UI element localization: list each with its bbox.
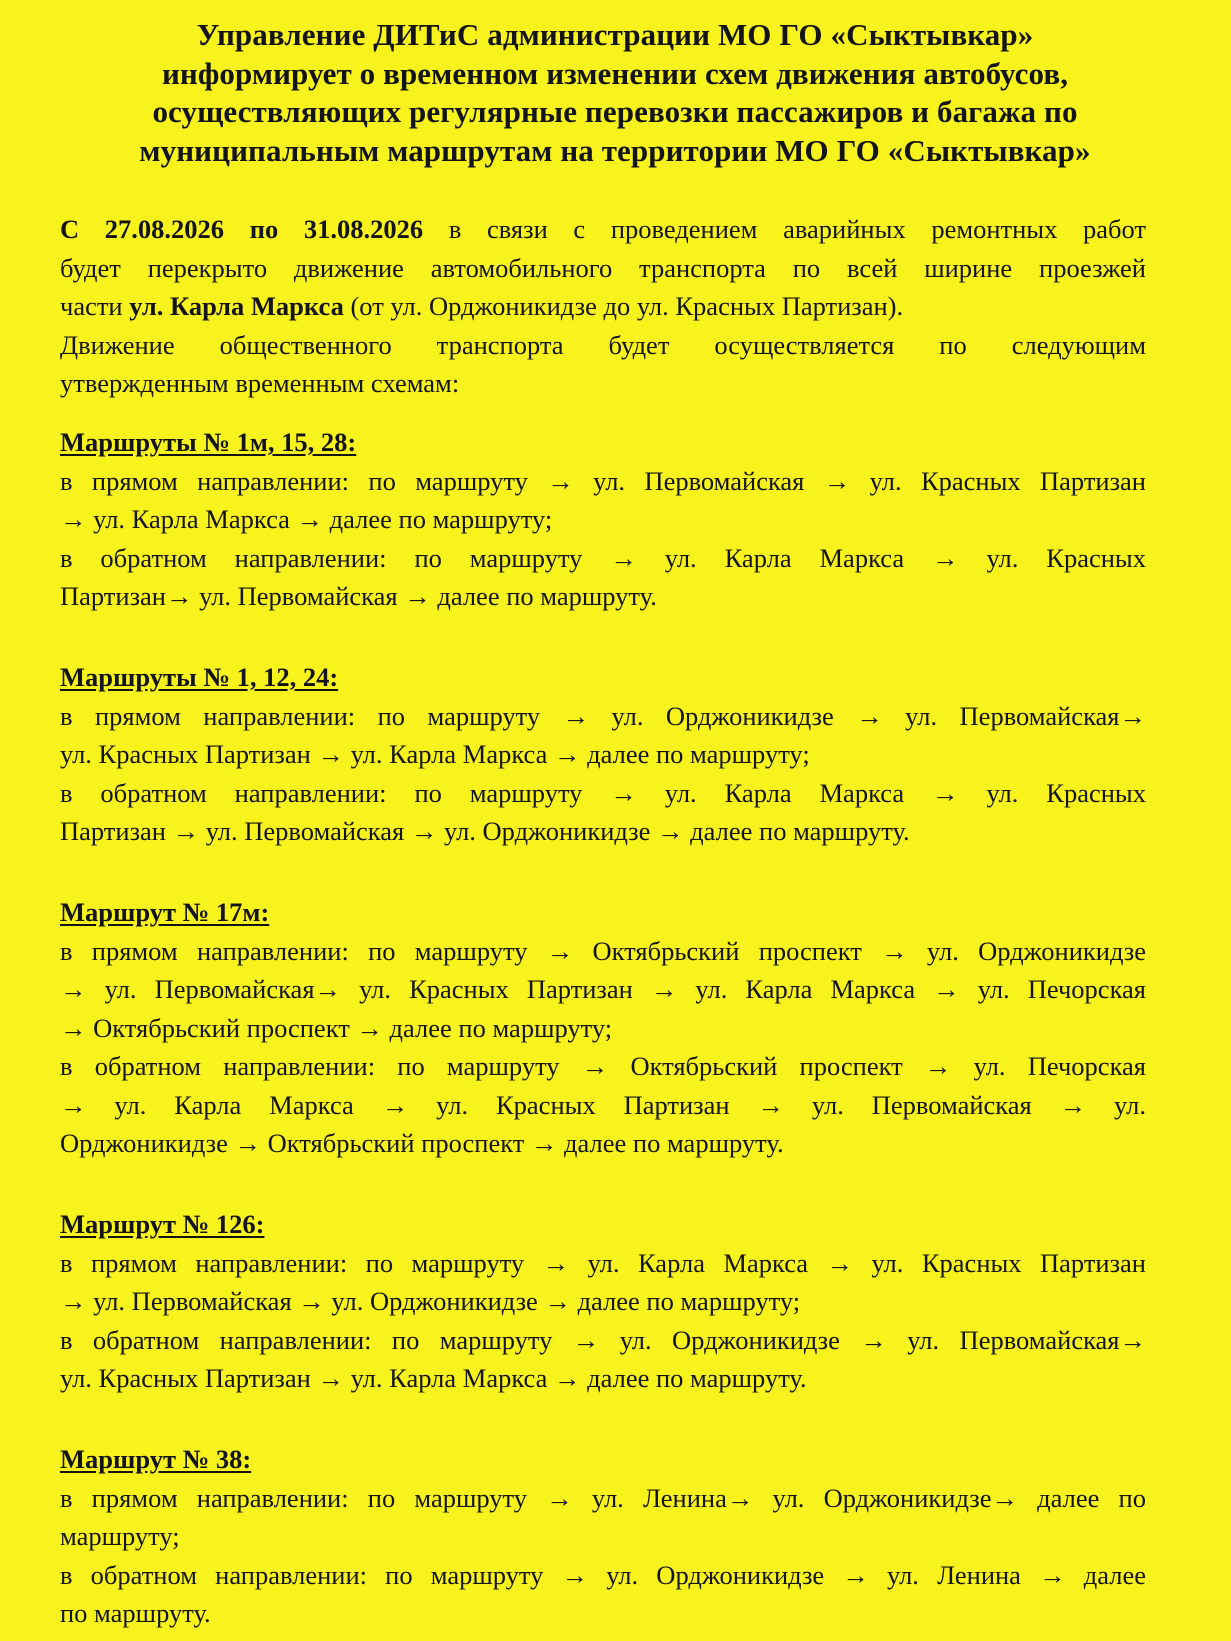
route-line: в обратном направлении: по маршруту → ул. Орджоникидзе → ул. Ленина → далее bbox=[60, 1559, 1146, 1590]
route-line: маршруту; bbox=[60, 1521, 180, 1551]
heading-line: осуществляющих регулярные перевозки пассажиров и багажа по bbox=[152, 94, 1078, 129]
intro-text: (от ул. Орджоникидзе до ул. Красных Партизан). bbox=[343, 291, 904, 321]
route-line: в прямом направлении: по маршруту → ул. Карла Маркса → ул. Красных Партизан bbox=[60, 1247, 1146, 1278]
route-line: Партизан → ул. Первомайская → ул. Орджоникидзе → далее по маршруту. bbox=[60, 816, 910, 846]
route-line: → ул. Карла Маркса → ул. Красных Партизан → ул. Первомайская → ул. bbox=[60, 1089, 1146, 1120]
date-range: С 27.08.2026 по 31.08.2026 bbox=[60, 214, 424, 244]
route-line: ул. Красных Партизан → ул. Карла Маркса → далее по маршруту; bbox=[60, 739, 810, 769]
intro-line: утвержденным временным схемам: bbox=[60, 368, 460, 398]
route-line: в прямом направлении: по маршруту → ул. Ленина→ ул. Орджоникидзе→ далее по bbox=[60, 1482, 1146, 1513]
route-line: в обратном направлении: по маршруту → ул. Карла Маркса → ул. Красных bbox=[60, 777, 1146, 808]
route-line: → ул. Карла Маркса → далее по маршруту; bbox=[60, 504, 553, 534]
route-line: в прямом направлении: по маршруту → Октябрьский проспект → ул. Орджоникидзе bbox=[60, 935, 1146, 966]
route-section bbox=[60, 1205, 1146, 1398]
route-line: по маршруту. bbox=[60, 1598, 211, 1628]
intro-line bbox=[60, 287, 1146, 326]
route-line: → ул. Первомайская→ ул. Красных Партизан → ул. Карла Маркса → ул. Печорская bbox=[60, 974, 1146, 1004]
intro-line bbox=[60, 210, 1146, 249]
route-section bbox=[60, 423, 1146, 616]
heading-line: муниципальным маршрутам на территории МО ГО «Сыктывкар» bbox=[139, 132, 1091, 168]
intro-line: будет перекрыто движение автомобильного транспорта по всей ширине проезжей bbox=[60, 252, 1146, 283]
intro-line: Движение общественного транспорта будет осуществляется по следующим bbox=[60, 329, 1146, 360]
route-line: в обратном направлении: по маршруту → ул. Карла Маркса → ул. Красных bbox=[60, 542, 1146, 573]
route-title: Маршрут № 17м: bbox=[60, 897, 270, 927]
heading-line: Управление ДИТиС администрации МО ГО «Сыктывкар» bbox=[196, 17, 1034, 52]
route-title: Маршрут № 126: bbox=[60, 1209, 265, 1239]
intro-paragraph bbox=[60, 210, 1146, 403]
route-title: Маршруты № 1м, 15, 28: bbox=[60, 427, 357, 457]
route-line: → ул. Первомайская → ул. Орджоникидзе → далее по маршруту; bbox=[60, 1286, 801, 1316]
route-section bbox=[60, 893, 1146, 1163]
route-line: в обратном направлении: по маршруту → Октябрьский проспект → ул. Печорская bbox=[60, 1051, 1146, 1081]
route-line: в обратном направлении: по маршруту → ул. Орджоникидзе → ул. Первомайская→ bbox=[60, 1324, 1146, 1355]
route-line: → Октябрьский проспект → далее по маршруту; bbox=[60, 1012, 613, 1043]
route-section bbox=[60, 1440, 1146, 1633]
intro-text: в связи с проведением аварийных ремонтных работ bbox=[423, 214, 1146, 244]
route-section bbox=[60, 658, 1146, 851]
route-title: Маршруты № 1, 12, 24: bbox=[60, 662, 339, 692]
notice-heading bbox=[60, 16, 1170, 170]
route-line: Партизан→ ул. Первомайская → далее по маршруту. bbox=[60, 581, 657, 611]
route-line: ул. Красных Партизан → ул. Карла Маркса → далее по маршруту. bbox=[60, 1363, 807, 1393]
intro-text: части bbox=[60, 291, 130, 321]
heading-line: информирует о временном изменении схем движения автобусов, bbox=[161, 55, 1069, 91]
route-title: Маршрут № 38: bbox=[60, 1444, 252, 1474]
closed-street: ул. Карла Маркса bbox=[129, 291, 344, 321]
route-line: в прямом направлении: по маршруту → ул. Первомайская → ул. Красных Партизан bbox=[60, 465, 1146, 496]
route-line: Орджоникидзе → Октябрьский проспект → далее по маршруту. bbox=[60, 1128, 784, 1158]
route-line: в прямом направлении: по маршруту → ул. Орджоникидзе → ул. Первомайская→ bbox=[60, 700, 1146, 731]
